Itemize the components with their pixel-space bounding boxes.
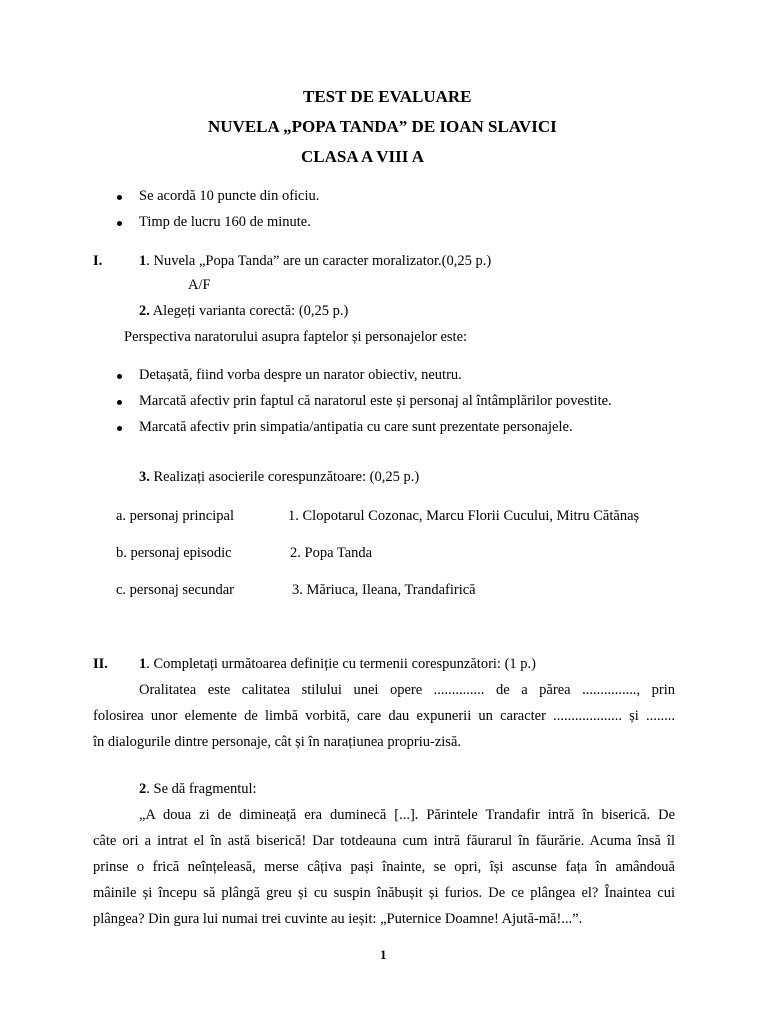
match-left-item: b. personaj episodic <box>116 545 232 561</box>
option-item: Marcată afectiv prin simpatia/antipatia cu care sunt prezentate personajele. <box>139 419 573 435</box>
question-text: . Se dă fragmentul: <box>146 781 257 797</box>
question-1-3 <box>139 469 419 486</box>
question-number: 1 <box>139 253 147 269</box>
option-item: Marcată afectiv prin faptul că naratorul este și personaj al întâmplărilor povestite. <box>139 393 612 409</box>
class-heading: CLASA A VIII A <box>301 147 424 166</box>
question-number: 1 <box>139 656 147 672</box>
fragment-line: „A doua zi de dimineață era duminecă [...]. Părintele Trandafir intră în biserică. De <box>139 807 675 823</box>
fragment-line: câte ori a intrat el în astă biserică! Dar totdeauna cum intră făurarul în făurărie. Acuma însă îl <box>93 833 675 849</box>
match-right-item: 2. Popa Tanda <box>290 545 373 561</box>
question-number: 2. <box>139 303 150 319</box>
bullet-icon <box>117 195 122 200</box>
definition-line: Oralitatea este calitatea stilului unei opere .............. de a părea ..............., prin <box>139 682 675 698</box>
question-prompt: Perspectiva naratorului asupra faptelor și personajelor este: <box>124 329 468 345</box>
section-number: I. <box>93 253 103 269</box>
fragment-line: plângea? Din gura lui numai trei cuvinte au ieșit: „Puternice Doamne! Ajută-mă!...”. <box>93 911 583 927</box>
fragment-line: mâinile și începu să plângă greu și cu suspin înăbușit și furios. De ce plângea el? Înaintea cui <box>93 885 675 901</box>
intro-bullet: Se acordă 10 puncte din oficiu. <box>139 188 320 204</box>
match-right-item: 3. Măriuca, Ileana, Trandafirică <box>292 582 476 598</box>
section-number: II. <box>93 656 108 672</box>
bullet-icon <box>117 426 122 431</box>
bullet-icon <box>117 221 122 226</box>
question-text: . Completați următoarea definiție cu termenii corespunzători: (1 p.) <box>146 656 536 672</box>
question-text: . Nuvela „Popa Tanda” are un caracter moralizator.(0,25 p.) <box>146 253 492 269</box>
question-text: Alegeți varianta corectă: (0,25 p.) <box>149 303 349 319</box>
question-1-1 <box>139 253 491 270</box>
bullet-icon <box>117 400 122 405</box>
bullet-icon <box>117 374 122 379</box>
question-2-2 <box>139 781 257 798</box>
page-subtitle: NUVELA „POPA TANDA” DE IOAN SLAVICI <box>208 117 557 136</box>
page-title: TEST DE EVALUARE <box>303 87 472 106</box>
question-number: 3. <box>139 469 150 485</box>
question-1-2 <box>139 303 348 320</box>
question-text: Realizați asocierile corespunzătoare: (0,25 p.) <box>149 469 420 485</box>
option-item: Detașată, fiind vorba despre un narator obiectiv, neutru. <box>139 367 462 383</box>
definition-line: folosirea unor elemente de limbă vorbită, care dau expunerii un caracter ................... și ........ <box>93 708 675 724</box>
match-left-item: c. personaj secundar <box>116 582 234 598</box>
intro-bullet: Timp de lucru 160 de minute. <box>139 214 311 230</box>
question-2-1 <box>139 656 536 673</box>
match-right-item: 1. Clopotarul Cozonac, Marcu Florii Cucului, Mitru Cătănaș <box>288 508 640 524</box>
definition-line: în dialogurile dintre personaje, cât și în narațiunea propriu-zisă. <box>93 734 462 750</box>
page-number: 1 <box>380 947 387 962</box>
question-number: 2 <box>139 781 147 797</box>
fragment-line: prinse o frică neînțeleasă, merse câțiva pași înainte, se opri, își ascunse fața în amândouă <box>93 859 675 875</box>
match-left-item: a. personaj principal <box>116 508 234 524</box>
answer-true-false: A/F <box>188 277 211 293</box>
